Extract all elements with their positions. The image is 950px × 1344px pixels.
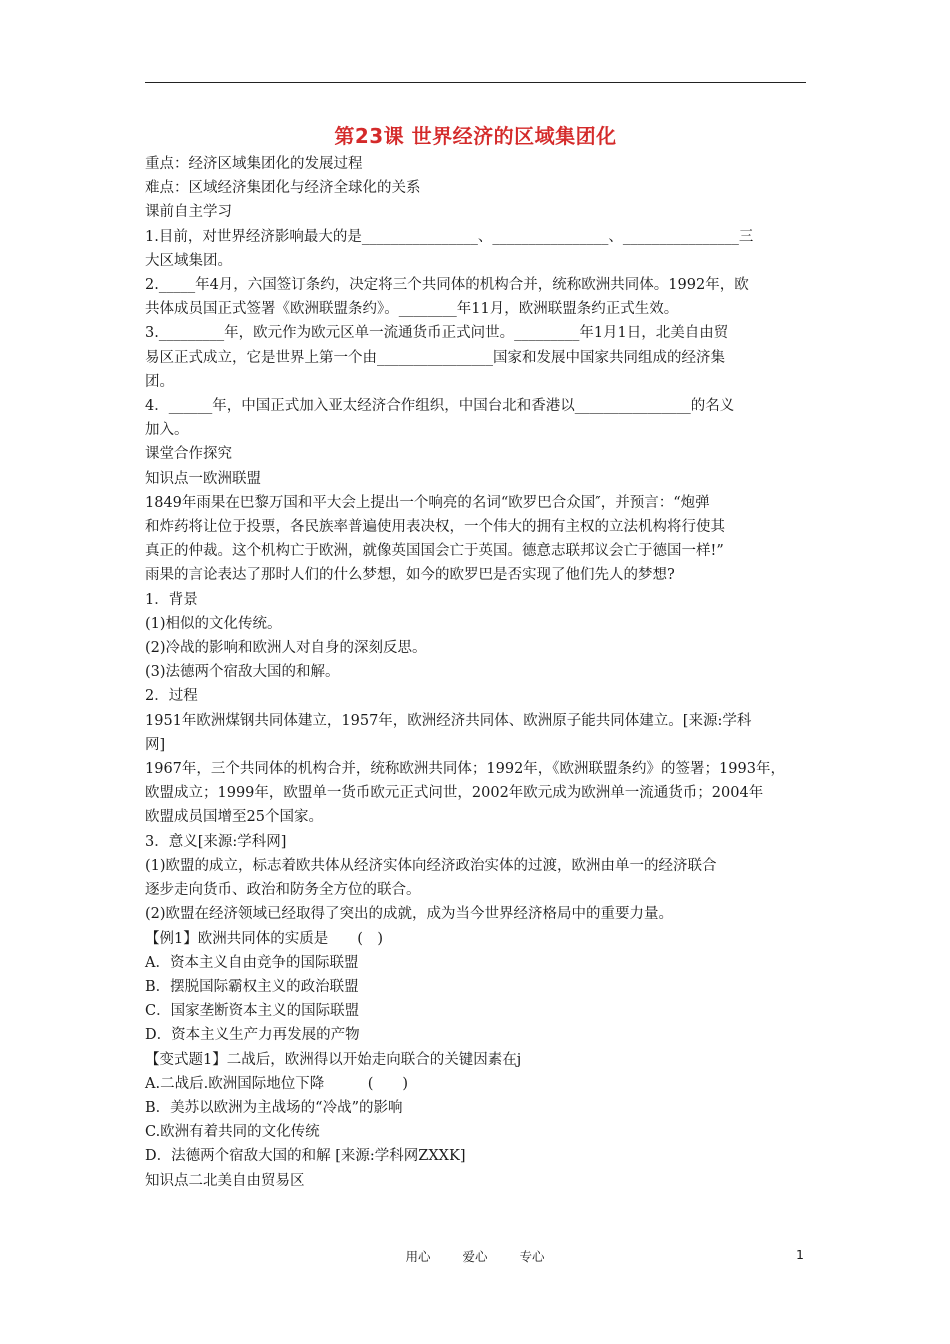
text-line: 2._____年4月，六国签订条约，决定将三个共同体的机构合并，统称欧洲共同体。1992年，欧 (145, 277, 749, 294)
text-line: (3)法德两个宿敌大国的和解。 (145, 664, 340, 681)
text-line: 难点：区域经济集团化与经济全球化的关系 (145, 180, 421, 197)
document-body (145, 152, 809, 1193)
option-line: A.二战后.欧洲国际地位下降 ( ) (145, 1075, 409, 1092)
text-line: 真正的仲裁。这个机构亡于欧洲，就像英国国会亡于英国。德意志联邦议会亡于德国一样!” (145, 543, 724, 560)
section-heading: 课前自主学习 (145, 204, 232, 221)
text-line: 1967年，三个共同体的机构合并，统称欧洲共同体；1992年，《欧洲联盟条约》的签署；1993年， (145, 761, 785, 778)
section-heading: 课堂合作探究 (145, 446, 232, 463)
text-line: (1)相似的文化传统。 (145, 615, 282, 632)
page-number: 1 (796, 1247, 804, 1262)
option-line: B．摆脱国际霸权主义的政治联盟 (145, 978, 359, 995)
question-line: 【变式题1】二战后，欧洲得以开始走向联合的关键因素在j (145, 1051, 522, 1068)
subsection-heading: 知识点二北美自由贸易区 (145, 1172, 305, 1189)
text-line: 和炸药将让位于投票，各民族率普遍使用表决权，一个伟大的拥有主权的立法机构将行使其 (145, 519, 725, 536)
footer-slogan (0, 1247, 950, 1265)
text-line: 大区域集团。 (145, 252, 232, 269)
text-line: 2．过程 (145, 688, 198, 705)
text-line: 易区正式成立，它是世界上第一个由________________国家和发展中国家共同组成的经济集 (145, 349, 725, 366)
text-line: 3._________年，欧元作为欧元区单一流通货币正式问世。_________年1月1日，北美自由贸 (145, 325, 729, 342)
lesson-title: 第23课 世界经济的区域集团化 (334, 124, 617, 148)
option-line: B．美苏以欧洲为主战场的“冷战”的影响 (145, 1099, 403, 1116)
text-line: 雨果的言论表达了那时人们的什么梦想，如今的欧罗巴是否实现了他们先人的梦想? (145, 567, 675, 584)
text-line: 逐步走向货币、政治和防务全方位的联合。 (145, 882, 421, 899)
text-line: 1849年雨果在巴黎万国和平大会上提出一个响亮的名词“欧罗巴合众国″，并预言：“炮弹 (145, 494, 710, 511)
text-line: (2)欧盟在经济领域已经取得了突出的成就，成为当今世界经济格局中的重要力量。 (145, 906, 674, 923)
text-line: 3．意义[来源:学科网] (145, 833, 287, 850)
text-line: 重点：经济区域集团化的发展过程 (145, 156, 363, 172)
subsection-heading: 知识点一欧洲联盟 (145, 470, 261, 487)
footer-word: 专心 (519, 1249, 545, 1264)
header-rule (145, 82, 806, 83)
page-footer (0, 1247, 950, 1271)
text-line: 1.目前，对世界经济影响最大的是________________、________________、________________三 (145, 228, 754, 245)
footer-word: 用心 (405, 1249, 431, 1264)
text-line: 团。 (145, 373, 174, 390)
text-line: (1)欧盟的成立，标志着欧共体从经济实体向经济政治实体的过渡，欧洲由单一的经济联合 (145, 857, 717, 874)
text-line: 1．背景 (145, 591, 198, 608)
text-line: 欧盟成立；1999年，欧盟单一货币欧元正式问世，2002年欧元成为欧洲单一流通货币；2004年 (145, 785, 764, 802)
option-line: C.欧洲有着共同的文化传统 (145, 1124, 320, 1141)
option-line: A．资本主义自由竞争的国际联盟 (145, 954, 359, 971)
option-line: C．国家垄断资本主义的国际联盟 (145, 1003, 360, 1020)
text-line: (2)冷战的影响和欧洲人对自身的深刻反思。 (145, 640, 427, 657)
text-line: 网] (145, 736, 166, 753)
option-line: D．法德两个宿敌大国的和解 [来源:学科网ZXXK] (145, 1148, 466, 1165)
text-line: 1951年欧洲煤钢共同体建立，1957年，欧洲经济共同体、欧洲原子能共同体建立。[来源:学科 (145, 712, 752, 729)
text-line: 加入。 (145, 422, 189, 439)
text-line: 4．______年，中国正式加入亚太经济合作组织，中国台北和香港以________________的名义 (145, 398, 735, 415)
option-line: D．资本主义生产力再发展的产物 (145, 1027, 360, 1044)
footer-word: 爱心 (462, 1249, 488, 1264)
text-line: 欧盟成员国增至25个国家。 (145, 809, 323, 826)
question-line: 【例1】欧洲共同体的实质是 ( ) (145, 930, 384, 947)
text-line: 共体成员国正式签署《欧洲联盟条约》。________年11月，欧洲联盟条约正式生效。 (145, 301, 679, 318)
